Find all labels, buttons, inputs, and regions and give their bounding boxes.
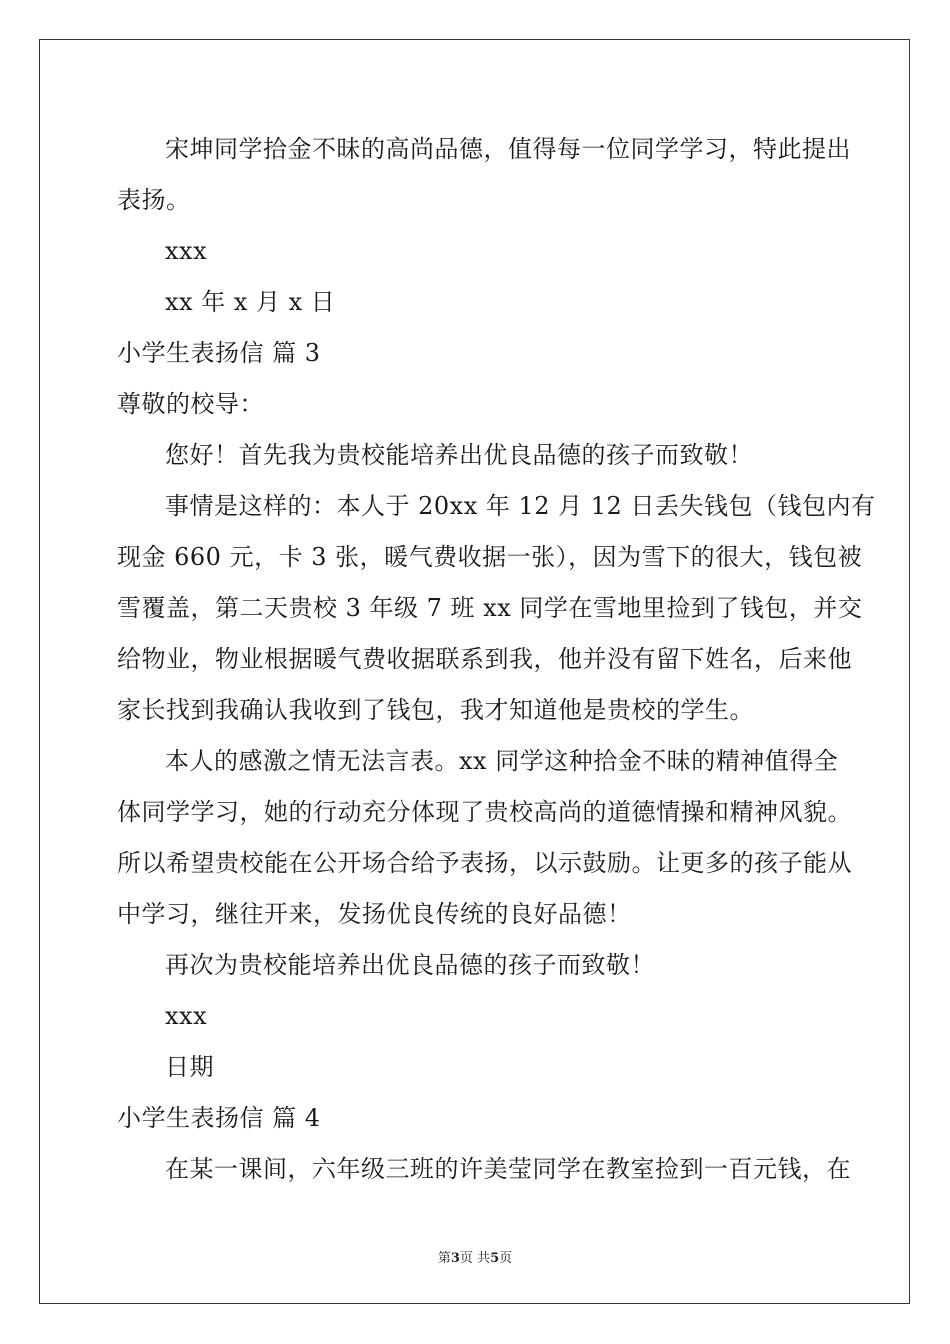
text-line: 表扬。 — [117, 186, 191, 214]
text-line: 给物业，物业根据暖气费收据联系到我，他并没有留下姓名，后来他 — [117, 645, 852, 673]
footer-current-page: 3 — [450, 1251, 460, 1266]
text-line: 中学习，继往开来，发扬优良传统的良好品德！ — [117, 900, 632, 928]
text-line: 小学生表扬信 篇 4 — [117, 1104, 321, 1132]
text-line: 本人的感激之情无法言表。xx 同学这种拾金不昧的精神值得全 — [165, 747, 839, 775]
footer-mid: 页 共 — [459, 1251, 491, 1266]
text-line: 所以希望贵校能在公开场合给予表扬，以示鼓励。让更多的孩子能从 — [117, 849, 852, 877]
text-line: xxx — [165, 237, 208, 265]
text-line: 现金 660 元，卡 3 张，暖气费收据一张），因为雪下的很大，钱包被 — [117, 543, 863, 571]
text-line: 在某一课间，六年级三班的许美莹同学在教室捡到一百元钱，在 — [165, 1155, 851, 1183]
text-line: 小学生表扬信 篇 3 — [117, 339, 321, 367]
text-line: xx 年 x 月 x 日 — [165, 288, 336, 316]
footer-suffix: 页 — [499, 1251, 513, 1266]
text-line: 您好！首先我为贵校能培养出优良品德的孩子而致敬！ — [165, 441, 753, 469]
text-line: 尊敬的校导： — [117, 390, 264, 418]
text-line: 宋坤同学拾金不昧的高尚品德，值得每一位同学学习，特此提出 — [165, 135, 851, 163]
text-line: 雪覆盖，第二天贵校 3 年级 7 班 xx 同学在雪地里捡到了钱包，并交 — [117, 594, 863, 622]
footer-prefix: 第 — [437, 1251, 451, 1266]
text-line: xxx — [165, 1002, 208, 1030]
text-line: 事情是这样的：本人于 20xx 年 12 月 12 日丢失钱包（钱包内有 — [165, 492, 876, 520]
text-line: 再次为贵校能培养出优良品德的孩子而致敬！ — [165, 951, 655, 979]
page-footer — [0, 1247, 950, 1266]
footer-total-pages: 5 — [490, 1251, 500, 1266]
document-body — [117, 124, 876, 1195]
text-line: 家长找到我确认我收到了钱包，我才知道他是贵校的学生。 — [117, 696, 754, 724]
text-line: 体同学学习，她的行动充分体现了贵校高尚的道德情操和精神风貌。 — [117, 798, 852, 826]
text-line: 日期 — [165, 1053, 214, 1081]
